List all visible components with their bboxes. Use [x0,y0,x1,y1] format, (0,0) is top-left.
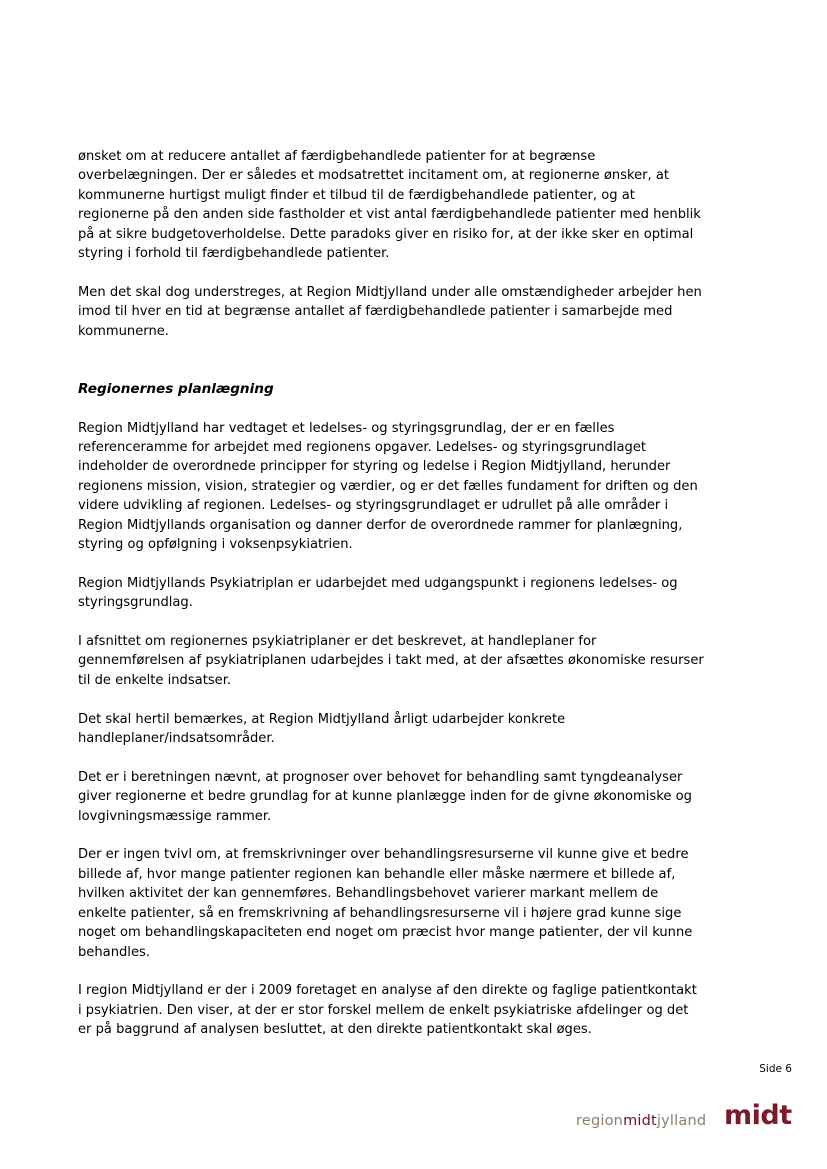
text-line: enkelte patienter, så en fremskrivning af behandlingsresurserne vil i højere grad kunne sige [78,905,682,921]
text-line: er på baggrund af analysen besluttet, at den direkte patientkontakt skal øges. [78,1022,592,1038]
section-before-heading [78,147,750,341]
text-line: overbelægningen. Der er således et modsatrettet incitament om, at regionerne ønsker, at [78,168,670,184]
document-body [78,147,750,1059]
text-line: i psykiatrien. Den viser, at der er stor forskel mellem de enkelt psykiatriske afdelinger og det [78,1002,689,1018]
text-line: styring i forhold til færdigbehandlede patienter. [78,246,390,262]
paragraph [78,768,750,826]
paragraph [78,710,750,749]
logo-midt-mark: midt [724,1100,792,1131]
paragraph [78,147,750,263]
text-line: styring og opfølgning i voksenpsykiatrien. [78,537,353,553]
text-line: regionerne på den anden side fastholder et vist antal færdigbehandlede patienter med henblik [78,207,701,223]
text-line: regionens mission, vision, strategier og værdier, og er det fælles fundament for driften og den [78,478,698,494]
text-line: indeholder de overordnede principper for styring og ledelse i Region Midtjylland, herunder [78,459,671,475]
text-line: styringsgrundlag. [78,595,193,611]
paragraph [78,981,750,1039]
text-line: kommunerne hurtigst muligt finder et tilbud til de færdigbehandlede patienter, og at [78,187,635,203]
text-line: kommunerne. [78,323,169,339]
text-line: videre udvikling af regionen. Ledelses- og styringsgrundlaget er udrullet på alle områder i [78,498,669,514]
paragraph [78,283,750,341]
logo-wordmark [576,1112,706,1130]
text-line: ønsket om at reducere antallet af færdigbehandlede patienter for at begrænse [78,149,596,164]
section-heading: Regionernes planlægning [78,380,274,397]
text-line: billede af, hvor mange patienter regionen kan behandle eller måske nærmere et billede af, [78,866,676,882]
text-line: lovgivningsmæssige rammer. [78,808,272,824]
paragraph [78,574,750,613]
text-line: referenceramme for arbejdet med regionens opgaver. Ledelses- og styringsgrundlaget [78,440,647,456]
text-line: Men det skal dog understreges, at Region Midtjylland under alle omstændigheder arbejder hen [78,284,702,300]
spacer [78,360,750,379]
text-line: gennemførelsen af psykiatriplanen udarbejdes i takt med, at der afsættes økonomiske resurser [78,653,704,669]
text-line: Region Midtjyllands Psykiatriplan er udarbejdet med udgangspunkt i regionens ledelses- og [78,575,678,591]
text-line: Region Midtjyllands organisation og danner derfor de overordnede rammer for planlægning, [78,517,683,533]
text-line: giver regionerne et bedre grundlag for at kunne planlægge inden for de givne økonomiske og [78,789,692,805]
text-line: hvilken aktivitet der kan gennemføres. Behandlingsbehovet varierer markant mellem de [78,886,659,902]
text-line: Det skal hertil bemærkes, at Region Midtjylland årligt udarbejder konkrete [78,711,566,727]
paragraph [78,845,750,961]
region-midtjylland-logo [576,1100,798,1134]
text-line: behandles. [78,944,150,960]
text-line: I afsnittet om regionernes psykiatriplaner er det beskrevet, at handleplaner for [78,634,597,650]
text-line: handleplaner/indsatsområder. [78,731,275,747]
text-line: Region Midtjylland har vedtaget et ledelses- og styringsgrundlag, der er en fælles [78,420,615,436]
paragraph [78,632,750,690]
text-line: Det er i beretningen nævnt, at prognoser over behovet for behandling samt tyngdeanalyser [78,769,683,785]
text-line: noget om behandlingskapaciteten end noget om præcist hvor mange patienter, der vil kunne [78,925,693,941]
logo-text-jylland: jylland [656,1113,707,1129]
text-line: på at sikre budgetoverholdelse. Dette paradoks giver en risiko for, at der ikke sker en optimal [78,226,694,242]
logo-text-midt: midt [623,1113,657,1129]
section-after-heading [78,419,750,1040]
text-line: I region Midtjylland er der i 2009 foretaget en analyse af den direkte og faglige patientkontakt [78,983,697,999]
logo-text-region: region [576,1113,624,1129]
text-line: Der er ingen tvivl om, at fremskrivninger over behandlingsresurserne vil kunne give et bedre [78,847,689,863]
text-line: til de enkelte indsatser. [78,672,232,688]
page-number: Side 6 [759,1063,792,1075]
paragraph [78,419,750,555]
text-line: imod til hver en tid at begrænse antallet af færdigbehandlede patienter i samarbejde med [78,304,673,320]
